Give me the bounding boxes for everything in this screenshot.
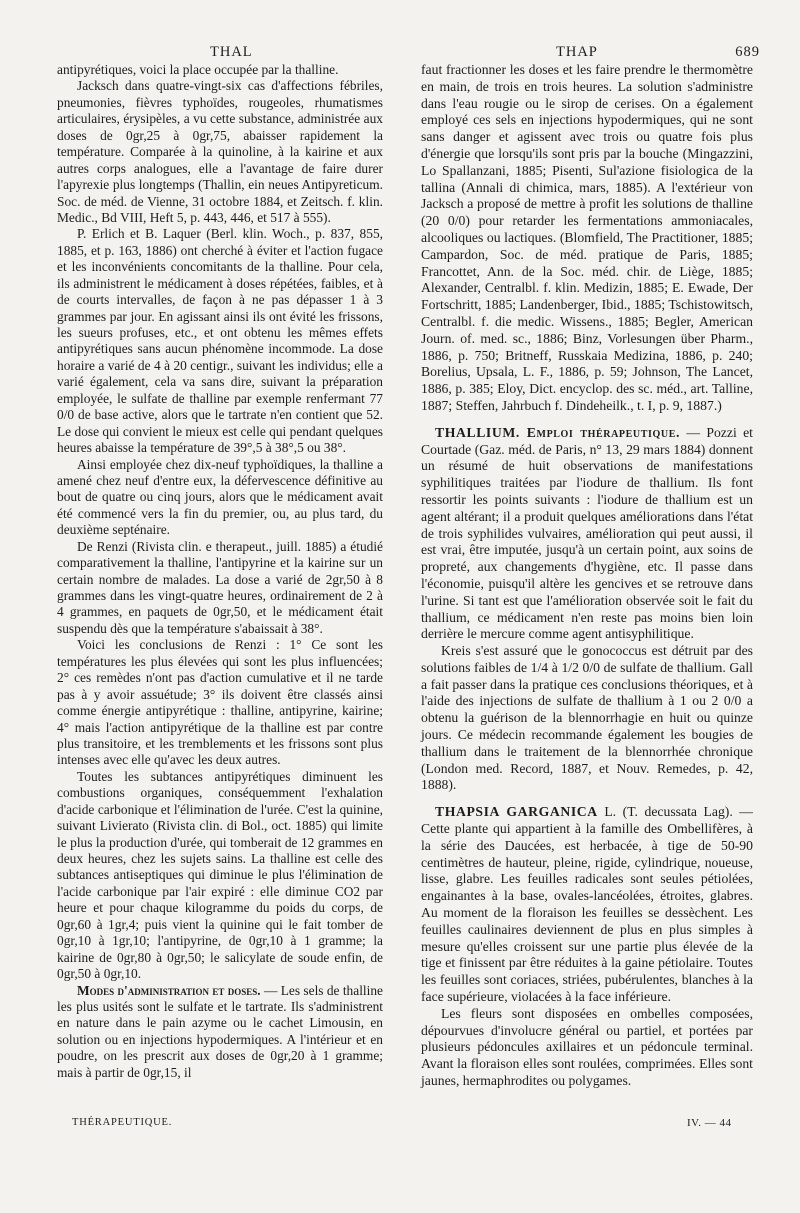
running-head-left: THAL xyxy=(210,44,253,60)
entry-headword: THALLIUM. Emploi thérapeutique. xyxy=(435,424,680,440)
left-column xyxy=(57,62,383,1081)
paragraph: Toutes les subtances antipyrétiques diminuent les combustions organiques, conséquemment l'exhalation d'acide carbonique et l'élimination de l'urée. C'est la quinine, suivant Livierato (Rivista clin. di Bol., oct. 1885) qui limite le plus la production d'urée, qui tomberait de 12 grammes en deux heures, chez les sujets sains. La thalline est celle des subtances antiseptiques qui diminue le plus l'élimination de l'acide carbonique par l'air expiré : elle diminue CO2 par heure et pour chaque kilogramme du poids du corps, de 0gr,60 à 1gr,4; puis vient la quinine qui le fait tomber de 0gr,10 à 1gr,10; l'antipyrine, de 0gr,10 à 1 gramme; la kairine de 0gr,80 à 0gr,50; le salicylate de soude enfin, de 0gr,50 à 0gr,10. xyxy=(57,768,383,982)
paragraph: Kreis s'est assuré que le gonococcus est détruit par des solutions faibles de 1/4 à 1/2 0/0 de sulfate de thallium. Gall a fait passer dans la pratique ces conclusions théoriques, et à l'aide des injections de sulfate de thallium à 1 ou 2 0/0 a obtenu la guérison de la blennorrhagie en huit ou quinze jours. Ce médecin recommande également les bougies de thallium dans le traitement de la blennorrhée chronique (London med. Record, 1887, et Nouv. Remedes, p. 42, 1888). xyxy=(421,643,753,793)
section-heading: Modes d'administration et doses. xyxy=(77,982,261,998)
paragraph: De Renzi (Rivista clin. e therapeut., juill. 1885) a étudié comparativement la thalline, l'antipyrine et la kairine sur un certain nombre de malades. La dose a varié de 2gr,50 à 8 grammes dans les vingt-quatre heures, ordinairement de 2 à 4 grammes, en paquets de 0gr,50, et le médicament était suspendu dès que la température s'abaissait à 38°. xyxy=(57,538,383,636)
paragraph: antipyrétiques, voici la place occupée par la thalline. xyxy=(57,62,339,77)
paragraph: Ainsi employée chez dix-neuf typhoïdiques, la thalline a amené chez neuf d'entre eux, la défervescence définitive au bout de quatre ou cinq jours, alors que le médicament avait été commencé vers la fin du premier, ou, au plus tard, du deuxième septénaire. xyxy=(57,456,383,538)
paragraph: Jacksch dans quatre-vingt-six cas d'affections fébriles, pneumonies, fièvres typhoïdes, rougeoles, rhumatismes articulaires, érysipèles, a vu cette substance, administrée aux doses de 0gr,25 à 0gr,75, abaisser rapidement la température. Comparée à la quinoline, à la kairine et aux autres corps analogues, elle a l'avantage de faire durer l'apyrexie plus longtemps (Thallin, ein neues Antipyreticum. Soc. de méd. de Vienne, 31 octobre 1884, et Zeitsch. f. klin. Medic., Bd VIII, Heft 5, p. 443, 446, et 517 à 555). xyxy=(57,78,383,225)
right-column xyxy=(421,62,753,1090)
entry-thapsia xyxy=(421,804,753,1006)
paragraph: faut fractionner les doses et les faire prendre le thermomètre en main, de trois en trois heures. La solution s'administre dans l'eau rougie ou le sirop de cerises. On a également employé ces sels en injections hypodermiques, qui ne sont sans danger et agissent avec trois ou quatre fois plus d'énergie que lorsqu'ils sont pris par la bouche (Mingazzini, Lo Spallanzani, 1885; Pisenti, Sul'azione fisiologica de la tallina (Annali di chimica, mars, 1885). A l'extérieur von Jacksch a proposé de mettre à profit les solutions de thalline (20 0/0) pour retarder les fermentations ammoniacales, alcooliques ou lactiques. (Blomfield, The Practitioner, 1885; Campardon, Soc. de méd. pratique de Paris, 1885; Francottet, Ann. de la Soc. méd. chir. de Liège, 1885; Alexander, Centralbl. f. klin. Medizin, 1885; E. Ewade, Der Fortschritt, 1885; Landenberger, Ibid., 1885; Tschistowitsch, Centralbl. f. die medic. Wissens., 1885; Begler, American Journ. of. med. sc., 1886; Binz, Vorlesungen über Pharm., 1886, p. 750; Britneff, Russkaia Medizina, 1886, p. 240; Borelius, Upsala, L. F., 1886, p. 59; Johnson, The Lancet, 1886, p. 385; Eloy, Dict. encyclop. des sc. méd., art. Talline, 1887; Steffen, Jahrbuch f. Dindeheilk., t. I, p. 9, 1887.) xyxy=(421,62,753,413)
paragraph: Voici les conclusions de Renzi : 1° Ce sont les températures les plus élevées qui sont les plus influencées; 2° ces remèdes n'ont pas d'action cumulative et il ne tarde pas à y avoir assuétude; 3° ils doivent être classés ainsi comme énergie antipyrétique : thalline, antipyrine, kairine; 4° mais l'action antipyrétique de la thalline est par contre plus transitoire, et les tremblements et les frissons sont plus intenses avec elle qu'avec les deux autres. xyxy=(57,637,383,768)
paragraph-text: — Les sels de thalline les plus usités sont le sulfate et le tartrate. Ils s'administrent en nature dans le pain azyme ou le cachet Limousin, en solution ou en injections hypodermiques. A l'intérieur et en poudre, on les prescrit aux doses de 0gr,20 à 1 gramme; mais à partir de 0gr,15, il xyxy=(57,982,383,1080)
footer-left: THÉRAPEUTIQUE. xyxy=(72,1117,173,1128)
paragraph-text: — Pozzi et Courtade (Gaz. méd. de Paris, n° 13, 29 mars 1884) donnent un résumé de huit observations de manifestations syphilitiques traitées par l'iodure de thallium. Ils font ressortir les points suivants : l'iodure de thallium est un agent altérant; il a produit quelques améliorations dans l'état de trois syphilides vulvaires, amélioration qui peut aussi, il est vrai, être imputée, jusqu'à un certain point, aux soins de propreté, aux changements d'hygiène, etc. Il passe dans l'économie, puisqu'il altère les gencives et se retrouve dans l'urine. Si tant est que l'amélioration observée soit le fait du thallium, ce médicament n'en reste pas moins bien loin derrière le mercure comme agent antisyphilitique. xyxy=(421,424,753,642)
running-head-right: THAP xyxy=(556,44,598,60)
paragraph-text: L. (T. decussata Lag). — Cette plante qui appartient à la famille des Ombellifères, à la série des Daucées, est herbacée, à tige de 50-90 centimètres de hauteur, pleine, rigide, cylindrique, noueuse, lisse, glabre. Les feuilles radicales sont seules pétiolées, engainantes à la base, ovales-lancéolées, étroites, glabres. Au moment de la floraison les feuilles se dessèchent. Les feuilles caulinaires deviennent de plus en plus simples à mesure qu'elles croissent sur une partie plus élevée de la tige et finissent par être réduites à la gaine pétiolaire. Toutes les feuilles sont coriaces, striées, pubérulentes, blanches à la face supérieure, violacées à la face inférieure. xyxy=(421,804,753,1005)
entry-headword: THAPSIA GARGANICA xyxy=(435,804,598,820)
footer-signature: IV. — 44 xyxy=(687,1117,732,1129)
paragraph: Les fleurs sont disposées en ombelles composées, dépourvues d'involucre général ou partiel, et portées par plusieurs pédoncules axillaires et un pédoncule terminal. Avant la floraison elles sont roulées, comprimées. Elles sont jaunes, hermaphrodites ou polygames. xyxy=(421,1005,753,1089)
paragraph xyxy=(57,983,383,1082)
paragraph: P. Erlich et B. Laquer (Berl. klin. Woch., p. 837, 855, 1885, et p. 163, 1886) ont cherché à éviter et l'action fugace et les inconvénients concomitants de la thalline. Pour cela, ils administrent le médicament à doses répétées, faibles, et à de courts intervalles, de façon à ne pas dépasser 1 à 3 grammes par jour. En agissant ainsi ils ont évité les frissons, les sueurs profuses, etc., et ont obtenu les mêmes effets antipyrétiques sans aucun phénomène incommode. La dose horaire a varié de 4 à 20 centigr., suivant les individus; elle a varié également, cela va sans dire, suivant la préparation employée, le sulfate de thalline par exemple renfermant 77 0/0 de base active, alors que le tartrate n'en contient que 52. Le dose qui convient le mieux est celle qui pendant quelques heures abaisse la température de 39°,5 à 38°,5 ou 38°. xyxy=(57,226,383,456)
entry-thallium xyxy=(421,425,753,643)
page-number: 689 xyxy=(735,44,760,60)
